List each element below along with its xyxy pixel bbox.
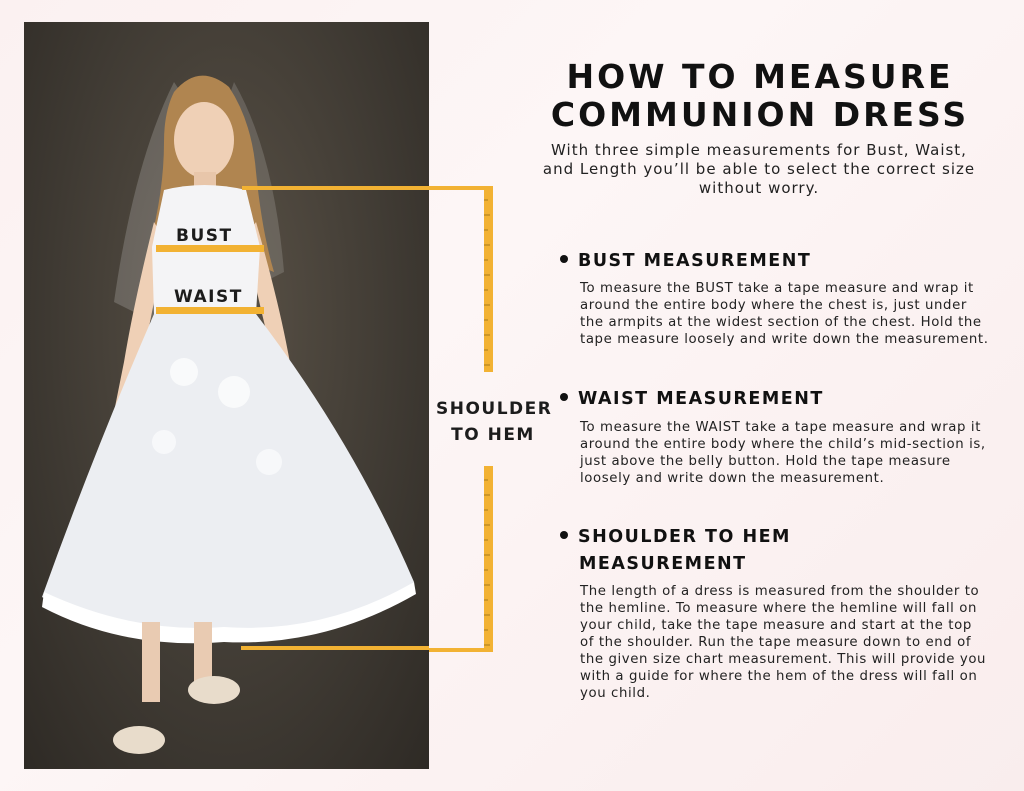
shoulder-to-hem-label-line1: SHOULDER bbox=[436, 399, 553, 419]
bust-tape bbox=[156, 245, 264, 252]
waist-section-body: To measure the WAIST take a tape measure and wrap it around the entire body where the child’s mid-section is, just above the belly button. Hold the tape measure loosely and write down the measurement. bbox=[580, 420, 986, 486]
title-line-1: HOW TO MEASURE bbox=[566, 57, 954, 96]
bust-heading-text: BUST MEASUREMENT bbox=[578, 251, 812, 271]
girl-in-dress-illustration bbox=[24, 22, 429, 769]
waist-heading-text: WAIST MEASUREMENT bbox=[578, 389, 824, 409]
bullet-icon bbox=[560, 393, 568, 401]
page-subtitle: With three simple measurements for Bust, Waist, and Length you’ll be able to select the correct size without worry. bbox=[542, 141, 976, 197]
waist-section-heading bbox=[560, 386, 824, 413]
title-line-2: COMMUNION DRESS bbox=[550, 95, 970, 134]
shoulder-to-hem-label-line2: TO HEM bbox=[451, 425, 535, 445]
bust-label: BUST bbox=[176, 226, 233, 246]
bust-section-heading bbox=[560, 248, 811, 275]
length-heading-line2: MEASUREMENT bbox=[579, 554, 747, 574]
bullet-icon bbox=[560, 255, 568, 263]
waist-tape bbox=[156, 307, 264, 314]
bust-section-body: To measure the BUST take a tape measure and wrap it around the entire body where the chest is, just under the armpits at the widest section of the chest. Hold the tape measure loosely and write down the measurement. bbox=[580, 281, 989, 347]
length-heading-line1: SHOULDER TO HEM bbox=[578, 527, 791, 547]
page-title bbox=[500, 58, 1020, 134]
shoulder-to-hem-label bbox=[436, 396, 553, 448]
bullet-icon bbox=[560, 531, 568, 539]
length-section-heading bbox=[560, 524, 791, 578]
model-photo bbox=[24, 22, 429, 769]
length-section-body: The length of a dress is measured from the shoulder to the hemline. To measure where the hemline will fall on your child, take the tape measure and start at the top of the shoulder. Run the tape measure down to end of the given size chart measurement. This will provide you with a guide for where the hem of the dress will fall on you child. bbox=[580, 584, 987, 701]
waist-label: WAIST bbox=[174, 287, 243, 307]
